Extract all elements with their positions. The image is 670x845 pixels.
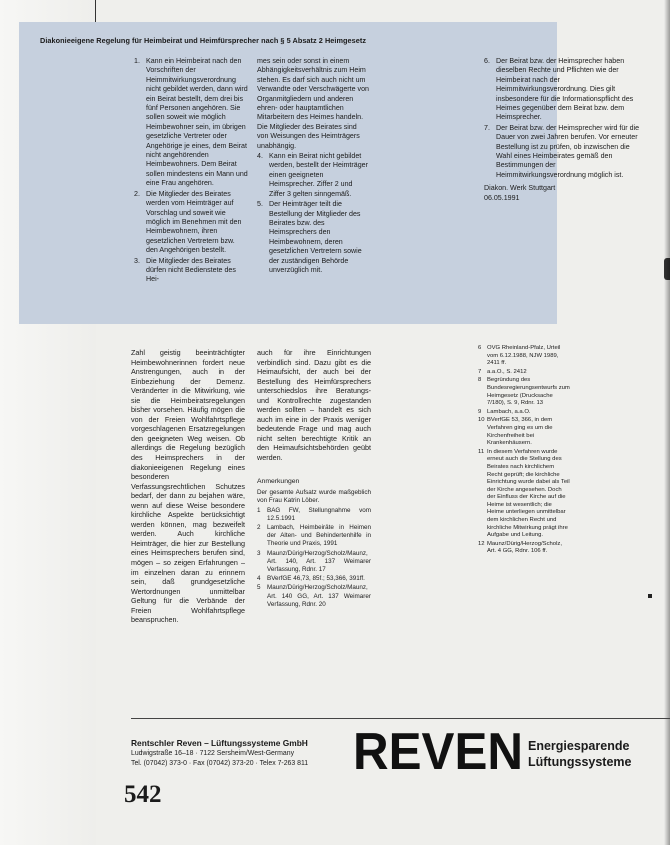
footnote xyxy=(257,575,371,583)
item-number: 5. xyxy=(257,200,263,209)
item-text: Maunz/Dürig/Herzog/Scholz/Maunz, Art. 140, Art. 137 Weimarer Verfassung, Rdnr. 17 xyxy=(267,549,371,573)
item-text: Kann ein Beirat nicht gebildet werden, bestellt der Heimträger einen geeigneten Heimsprecher. Ziffer 2 und Ziffer 3 gelten sinngemäß. xyxy=(269,152,368,198)
info-box-title: Diakonieeigene Regelung für Heimbeirat und Heimfürsprecher nach § 5 Absatz 2 Heimgesetz xyxy=(40,36,367,45)
info-box-column-1 xyxy=(134,57,248,286)
notes-intro: Der gesamte Aufsatz wurde maßgeblich von Frau Katrin Löber. xyxy=(257,489,371,505)
item-text: Maunz/Dürig/Herzog/Scholz, Art. 4 GG, Rdnr. 106 ff. xyxy=(487,540,562,555)
article-paragraph: auch für ihre Einrichtungen verbindlich sind. Dazu gibt es die Heimaufsicht, der auch bei der Bestellung des Heimfürsprechers unterschiedslos ihre Beratungs- und Kontrollrechte zugestanden werden sollten – handelt es sich auch im eine in der Praxis weniger bedeutende Frage und mag auch nicht selten berechtigte Kritik an den Heimaufsichtsbehörden geübt werden. xyxy=(257,348,371,463)
item-text: BVerfGE 53, 366, in dem Verfahren ging es um die Kirchenfreiheit bei Krankenhäusern. xyxy=(487,417,553,447)
article-paragraph: Zahl geistig beeinträchtigter Heimbewohnerinnen fordert neue Anstrengungen, auch in der Einbeziehung der Demenz. Veränderter in die Mitwirkung, wie sie die Heimbeiratsregelungen bisher vorsehen. Häufig mögen die von der Freien Wohlfahrtspflege vorgeschlagenen Ersatzregelungen den geeigneten Weg weisen. Ob allerdings die Regelung bezüglich des Heimsprechers in der diakonieeigenen Regelung eines besonderen Verfassungsrechtlichen Schutzes bedarf, der dann zu bejahen wäre, wenn auf diese Weise besondere kirchliche Aspekte berücksichtigt werden können, mag bezweifelt werden. Auch kirchliche Heimträger, die hier zur Bestellung eines Heimsprechers berufen sind, mögen – so zeigen Erfahrungen – im einzelnen daran zu erinnern sein, daß grundgesetzliche Wertordnungen unmittelbar Geltung für die Verbände der Freien Wohlfahrtspflege beanspruchen. xyxy=(131,348,245,625)
item-text: a.a.O., S. 2412 xyxy=(487,368,527,375)
item-number: 7 xyxy=(478,368,482,375)
footnote xyxy=(478,377,570,407)
numbered-item xyxy=(257,152,370,199)
footnote xyxy=(478,541,570,556)
ad-company-name: Rentschler Reven – Lüftungssysteme GmbH xyxy=(131,738,308,748)
numbered-item xyxy=(257,200,370,275)
ad-phone: Tel. (07042) 373-0 · Fax (07042) 373-20 · Telex 7-263 811 xyxy=(131,760,309,767)
item-number: 1 xyxy=(257,506,261,514)
numbered-item xyxy=(484,57,640,123)
info-box-column-2-lead: mes sein oder sonst in einem Abhängigkeitsverhältnis zum Heim stehen. Es darf sich auch nicht um Verwandte oder Verschwägerte von Organmitgliedern und anderen ehren- oder hauptamtlichen Mitarbeitern des Heimes handeln. Die Mitglieder des Beirates sind von Weisungen des Heimträgers unabhängig. xyxy=(257,57,369,150)
footnotes-right xyxy=(478,345,570,557)
info-box-column-2 xyxy=(257,57,370,276)
item-text: Lambach, Heimbeiräte in Heimen der Alten- und Behindertenhilfe in Theorie und Praxis, 1991 xyxy=(267,523,371,548)
numbered-item xyxy=(134,57,248,189)
item-text: BVerfGE 46,73, 85f.; 53,366, 391ff. xyxy=(267,575,365,583)
footnote xyxy=(478,409,570,417)
ad-slogan-line-2: Lüftungssysteme xyxy=(528,755,632,769)
item-number: 10 xyxy=(478,417,485,424)
info-box-column-3 xyxy=(484,57,640,203)
ad-address: Ludwigstraße 16–18 · 7122 Sersheim/West-Germany xyxy=(131,750,295,757)
item-text: Der Beirat bzw. der Heimsprecher haben dieselben Rechte und Pflichten wie der Heimbeirat nach der Heimmitwirkungsverordnung. Dies gilt insbesondere für die Informationspflicht des Heimes gegenüber dem Beirat bzw. dem Heimsprecher. xyxy=(496,57,634,122)
item-number: 6. xyxy=(484,57,490,65)
footnote xyxy=(257,550,371,575)
footnote xyxy=(478,449,570,540)
item-text: Lambach, a.a.O. xyxy=(487,408,531,415)
item-text: Der Beirat bzw. der Heimsprecher wird für die Dauer von zwei Jahren berufen. Vor erneuter Bestellung ist zu prüfen, ob inzwischen die Wahl eines Heimbeirates gemäß den Bestimmungen der Heimmitwirkungsverordnung möglich ist. xyxy=(496,123,640,179)
item-number: 1. xyxy=(134,57,140,65)
reven-logo xyxy=(353,727,525,773)
page-number: 542 xyxy=(124,781,162,808)
article-column-1 xyxy=(131,348,245,625)
item-number: 11 xyxy=(478,448,485,455)
item-number: 12 xyxy=(478,540,485,547)
signature: Diakon. Werk Stuttgart xyxy=(484,184,556,193)
footnote xyxy=(257,584,371,609)
numbered-item xyxy=(134,190,248,256)
item-number: 2 xyxy=(257,523,261,531)
footnote xyxy=(257,507,371,523)
article-column-2 xyxy=(257,348,371,610)
footnote xyxy=(257,524,371,549)
item-text: Begründung des Bundesregierungsentwurfs zum Heimgesetz (Drucksache 7/180), S. 9, Rdnr. 13 xyxy=(487,377,570,407)
item-number: 4 xyxy=(257,575,261,583)
item-text: Der Heimträger teilt die Bestellung der Mitglieder des Beirates bzw. des Heimsprechers den Heimbewohnern, deren gesetzlichen Vertretern sowie der zuständigen Behörde unverzüglich mit. xyxy=(269,200,362,274)
advertisement-rule xyxy=(131,718,670,719)
item-number: 3 xyxy=(257,549,261,557)
item-text: Maunz/Dürig/Herzog/Scholz/Maunz, Art. 140 GG, Art. 137 Weimarer Verfassung, Rdnr. 20 xyxy=(267,584,371,608)
ad-slogan-line-1: Energiesparende xyxy=(528,739,630,753)
reven-logo-text: REVEN xyxy=(353,727,523,773)
item-number: 3. xyxy=(134,256,140,265)
signature-date: 06.05.1991 xyxy=(484,193,520,202)
margin-mark xyxy=(648,594,652,598)
numbered-item xyxy=(484,124,640,180)
item-number: 5 xyxy=(257,584,261,592)
item-text: BAG FW, Stellungnahme vom 12.5.1991 xyxy=(267,506,371,522)
item-number: 9 xyxy=(478,408,482,415)
item-text: OVG Rheinland-Pfalz, Urteil vom 6.12.1988, NJW 1989, 2411 ff. xyxy=(487,345,561,367)
item-number: 8 xyxy=(478,377,482,384)
item-text: In diesem Verfahren wurde erneut auch die Stellung des Beirates nach kirchlichem Recht geprüft; die kirchliche Einrichtung wurde dabei als Teil der Kirche angesehen. Doch der Einfluss der Kirche auf die Heime ist wesentlich; die Heime unterliegen unmittelbar dem kirchlichen Recht und kirchliche Mitwirkung prägt ihre Aufgabe und Leitung. xyxy=(487,448,570,539)
footnote xyxy=(478,345,570,368)
footnote xyxy=(478,369,570,377)
item-number: 6 xyxy=(478,345,482,351)
item-number: 2. xyxy=(134,189,140,198)
item-number: 4. xyxy=(257,152,263,161)
item-text: Die Mitglieder des Beirates dürfen nicht Bedienstete des Hei- xyxy=(146,256,236,284)
numbered-item xyxy=(134,257,248,285)
item-number: 7. xyxy=(484,123,490,132)
footnote xyxy=(478,417,570,447)
notes-heading: Anmerkungen xyxy=(257,477,300,485)
item-text: Kann ein Heimbeirat nach den Vorschriften der Heimmitwirkungsverordnung nicht gebildet werden, dann wird ein Beirat bestellt, dem drei bis fünf Personen angehören. Sie sollen soweit wie möglich Heimbewohner sein, im übrigen gesetzliche Vertreter oder Angehörige je eines, dem Beirat nicht angehörenden Heimbewohners. Dem Beirat sollen mindestens ein Mann und eine Frau angehören. xyxy=(146,57,248,188)
item-text: Die Mitglieder des Beirates werden vom Heimträger auf Vorschlag und soweit wie möglich im Benehmen mit den Heimbewohnern, ihren gesetzlichen Vertretern bzw. den Angehörigen bestellt. xyxy=(146,189,242,255)
